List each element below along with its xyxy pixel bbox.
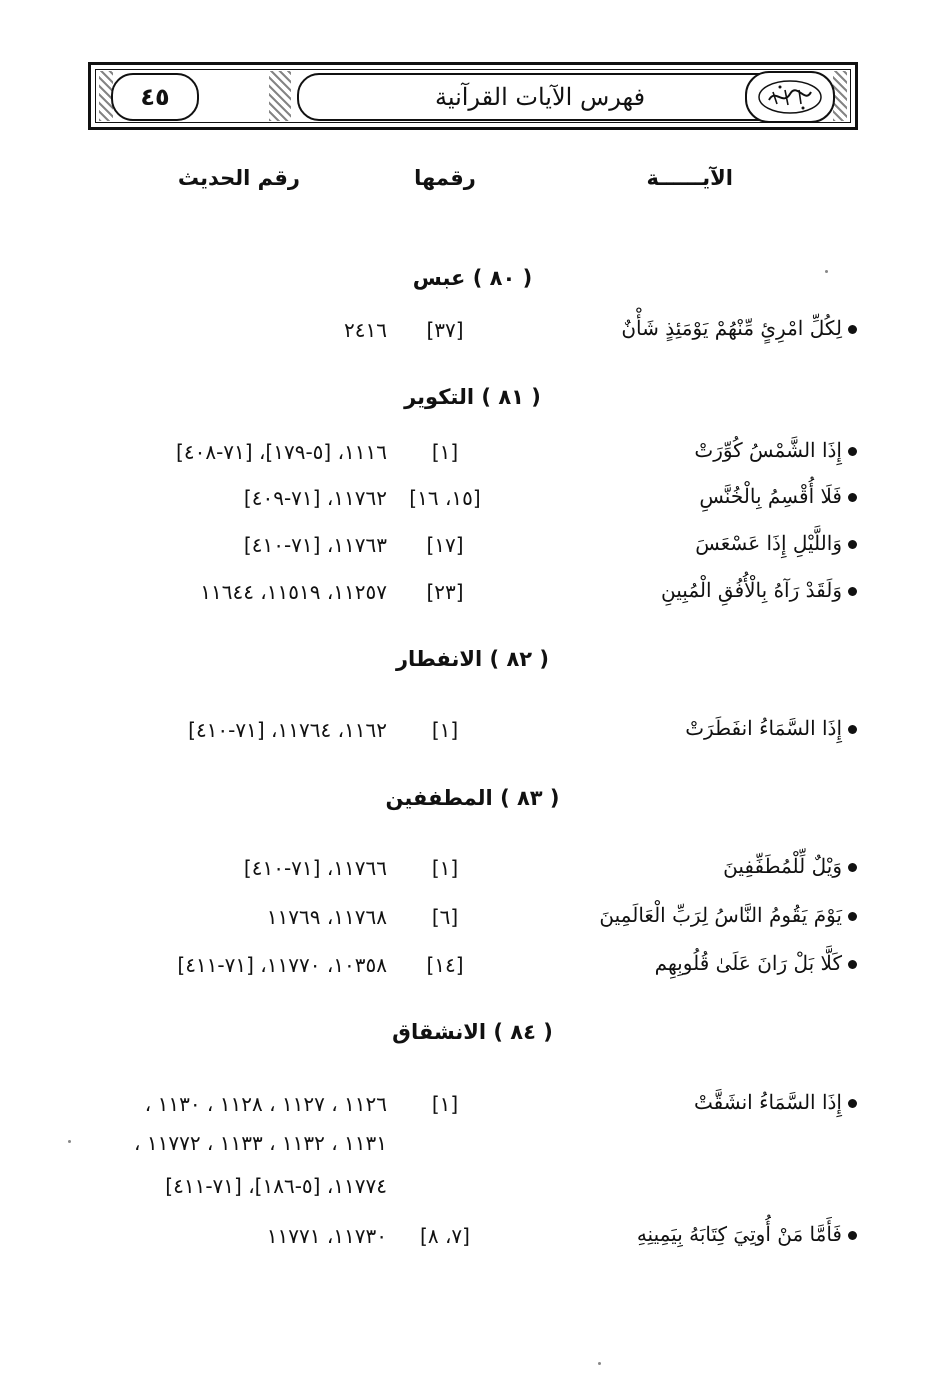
verse-text: وَلَقَدْ رَآهُ بِالْأُفُقِ الْمُبِينِ xyxy=(661,578,842,602)
surah-heading: ( ٨١ ) التكوير xyxy=(404,385,541,409)
verse-entry xyxy=(655,951,857,975)
bullet-icon xyxy=(848,325,857,334)
scan-speck xyxy=(598,1362,601,1365)
hadith-numbers: ١١٧٦٣، [٧١-٤١٠] xyxy=(243,533,387,557)
hadith-numbers-line-2: ١١٣١ ، ١١٣٢ ، ١١٣٣ ، ١١٧٧٢ ، xyxy=(134,1131,387,1155)
surah-heading: ( ٨٠ ) عبس xyxy=(412,266,533,290)
verse-entry xyxy=(685,716,857,740)
column-header-number: رقمها xyxy=(414,166,476,190)
verse-text: وَيْلٌ لِّلْمُطَفِّفِينَ xyxy=(723,854,842,878)
column-header-verse: الآيــــــة xyxy=(646,166,733,190)
header-ornament-right xyxy=(833,71,847,121)
surah-heading: ( ٨٣ ) المطففين xyxy=(385,786,560,810)
page-number: ٤٥ xyxy=(111,73,199,121)
bullet-icon xyxy=(848,1099,857,1108)
bullet-icon xyxy=(848,540,857,549)
bullet-icon xyxy=(848,587,857,596)
bullet-icon xyxy=(848,1231,857,1240)
verse-text: إِذَا السَّمَاءُ انفَطَرَتْ xyxy=(685,716,842,740)
hadith-numbers: ٢٤١٦ xyxy=(344,318,387,342)
hadith-numbers: ١١٢٥٧، ١١٥١٩، ١١٦٤٤ xyxy=(200,580,387,604)
hadith-numbers: ١١٧٦٦، [٧١-٤١٠] xyxy=(243,856,387,880)
scan-speck xyxy=(68,1140,71,1143)
surah-heading: ( ٨٢ ) الانفطار xyxy=(395,647,550,671)
verse-text: يَوْمَ يَقُومُ النَّاسُ لِرَبِّ الْعَالَمِينَ xyxy=(599,903,842,927)
hadith-numbers: ١١٧٣٠، ١١٧٧١ xyxy=(266,1224,387,1248)
verse-number: [٧، ٨] xyxy=(420,1224,470,1248)
hadith-numbers: ١١٧٦٢، [٧١-٤٠٩] xyxy=(243,486,387,510)
book-logo xyxy=(745,71,835,123)
verse-number: [١] xyxy=(431,856,459,880)
verse-entry xyxy=(661,578,857,602)
page-header xyxy=(88,62,858,130)
header-ornament-mid-left xyxy=(269,71,291,121)
verse-number: [١] xyxy=(431,718,459,742)
calligraphy-logo-icon xyxy=(755,78,825,116)
verse-text: لِكُلِّ امْرِئٍ مِّنْهُمْ يَوْمَئِذٍ شَأْنٌ xyxy=(621,316,842,340)
bullet-icon xyxy=(848,863,857,872)
hadith-numbers: ١١٦٢، ١١٧٦٤، [٧١-٤١٠] xyxy=(188,718,387,742)
hadith-numbers: ١١٧٦٨، ١١٧٦٩ xyxy=(266,905,387,929)
hadith-numbers-line-1: ١١٢٦ ، ١١٢٧ ، ١١٢٨ ، ١١٣٠ ، xyxy=(144,1092,387,1116)
verse-entry xyxy=(637,1222,857,1246)
verse-text: إِذَا السَّمَاءُ انشَقَّتْ xyxy=(693,1090,842,1114)
bullet-icon xyxy=(848,447,857,456)
verse-number: [١] xyxy=(431,1092,459,1116)
verse-number: [١٤] xyxy=(426,953,464,977)
bullet-icon xyxy=(848,960,857,969)
verse-text: كَلَّا بَلْ رَانَ عَلَىٰ قُلُوبِهِم xyxy=(654,951,842,975)
page-title: فهرس الآيات القرآنية xyxy=(297,73,783,121)
verse-number: [٣٧] xyxy=(426,318,464,342)
bullet-icon xyxy=(848,912,857,921)
verse-text: إِذَا الشَّمْسُ كُوِّرَتْ xyxy=(694,438,842,462)
verse-text: وَاللَّيْلِ إِذَا عَسْعَسَ xyxy=(695,531,842,555)
verse-number: [١] xyxy=(431,440,459,464)
hadith-numbers: ١١١٦، [٥-١٧٩]، [٧١-٤٠٨] xyxy=(176,440,387,464)
verse-number: [٦] xyxy=(431,905,459,929)
verse-entry xyxy=(695,531,857,555)
verse-text: فَلَا أُقْسِمُ بِالْخُنَّسِ xyxy=(699,484,842,508)
verse-entry xyxy=(694,438,857,462)
verse-entry xyxy=(699,484,857,508)
verse-entry xyxy=(621,316,857,340)
column-header-hadith: رقم الحديث xyxy=(177,166,300,190)
scan-speck xyxy=(825,270,828,273)
verse-entry xyxy=(694,1090,857,1114)
surah-heading: ( ٨٤ ) الانشقاق xyxy=(392,1020,553,1044)
verse-number: [١٥، ١٦] xyxy=(409,486,481,510)
hadith-numbers: ١٠٣٥٨، ١١٧٧٠، [٧١-٤١١] xyxy=(177,953,387,977)
verse-entry xyxy=(599,903,857,927)
hadith-numbers-line-3: ١١٧٧٤، [٥-١٨٦]، [٧١-٤١١] xyxy=(165,1174,387,1198)
verse-entry xyxy=(723,854,857,878)
verse-text: فَأَمَّا مَنْ أُوتِيَ كِتَابَهُ بِيَمِينِهِ xyxy=(636,1222,842,1246)
bullet-icon xyxy=(848,493,857,502)
bullet-icon xyxy=(848,725,857,734)
verse-number: [١٧] xyxy=(426,533,464,557)
verse-number: [٢٣] xyxy=(426,580,464,604)
